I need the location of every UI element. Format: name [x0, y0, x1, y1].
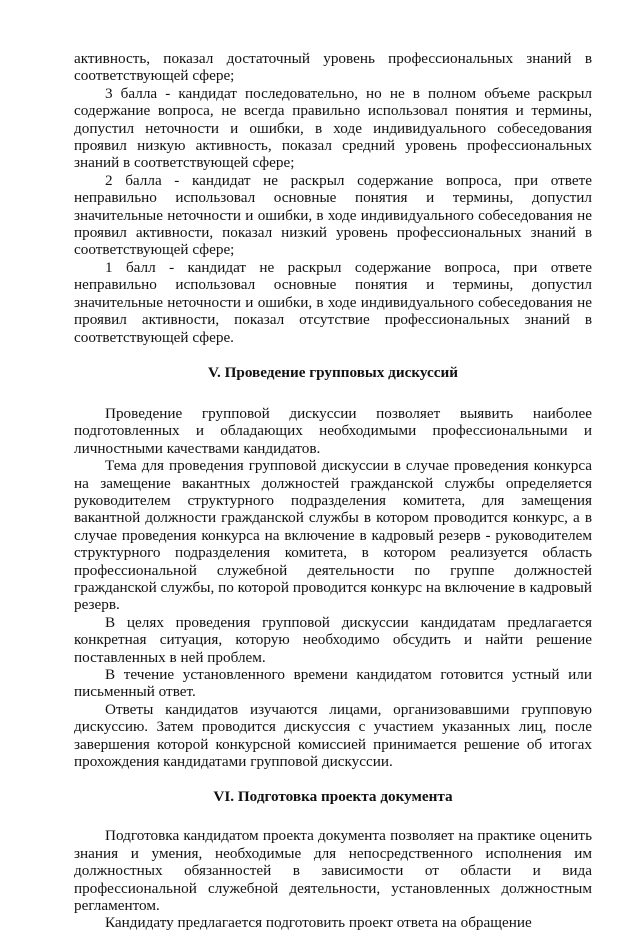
section-5-paragraph-5: Ответы кандидатов изучаются лицами, организовавшими групповую дискуссию. Затем проводится дискуссия с участием указанных лиц, после завершения которой конкурсной комиссией принимается решение об итогах прохождения кандидатами групповой дискуссии.	[74, 700, 592, 771]
section-5-paragraph-2: Тема для проведения групповой дискуссии в случае проведения конкурса на замещение вакантных должностей гражданской службы определяется руководителем структурного подразделения комитета, для замещения вакантной должности гражданской службы в котором проводится конкурс, а в случае проведения конкурса на включение в кадровый резерв - руководителем структурного подразделения комитета, в котором реализуется область профессиональной служебной деятельности по группе должностей гражданской службы, по которой проводится конкурс на включение в кадровый резерв.	[74, 457, 592, 614]
score-1-paragraph: 1 балл - кандидат не раскрыл содержание вопроса, при ответе неправильно использовал основные понятия и термины, допустил значительные неточности и ошибки, в ходе индивидуального собеседования не проявил активности, показал отсутствие профессиональных знаний в соответствующей сфере.	[74, 258, 592, 346]
section-6-paragraph-1: Подготовка кандидатом проекта документа позволяет на практике оценить знания и умения, необходимые для непосредственного исполнения им должностных обязанностей в зависимости от области и вида профессиональной служебной деятельности, установленных должностным регламентом.	[74, 827, 592, 915]
section-5-paragraph-3: В целях проведения групповой дискуссии кандидатам предлагается конкретная ситуация, которую необходимо обсудить и найти решение поставленных в ней проблем.	[74, 613, 592, 666]
score-2-paragraph: 2 балла - кандидат не раскрыл содержание вопроса, при ответе неправильно использовал основные понятия и термины, допустил значительные неточности и ошибки, в ходе индивидуального собеседования не проявил активности, показал низкий уровень профессиональных знаний в соответствующей сфере;	[74, 171, 592, 259]
section-5-heading: V. Проведение групповых дискуссий	[207, 363, 458, 381]
section-5-paragraph-4: В течение установленного времени кандидатом готовится устный или письменный ответ.	[74, 666, 592, 701]
section-6-paragraph-2: Кандидату предлагается подготовить проект ответа на обращение	[105, 914, 532, 932]
section-5-paragraph-1: Проведение групповой дискуссии позволяет выявить наиболее подготовленных и обладающих необходимыми профессиональными и личностными качествами кандидатов.	[74, 404, 592, 457]
score-3-paragraph: 3 балла - кандидат последовательно, но не в полном объеме раскрыл содержание вопроса, не всегда правильно использовал понятия и термины, допустил неточности и ошибки, в ходе индивидуального собеседования проявил низкую активность, показал средний уровень профессиональных знаний в соответствующей сфере;	[74, 84, 592, 172]
continuation-paragraph: активность, показал достаточный уровень профессиональных знаний в соответствующей сфере;	[74, 50, 592, 85]
section-6-heading: VI. Подготовка проекта документа	[213, 788, 453, 806]
